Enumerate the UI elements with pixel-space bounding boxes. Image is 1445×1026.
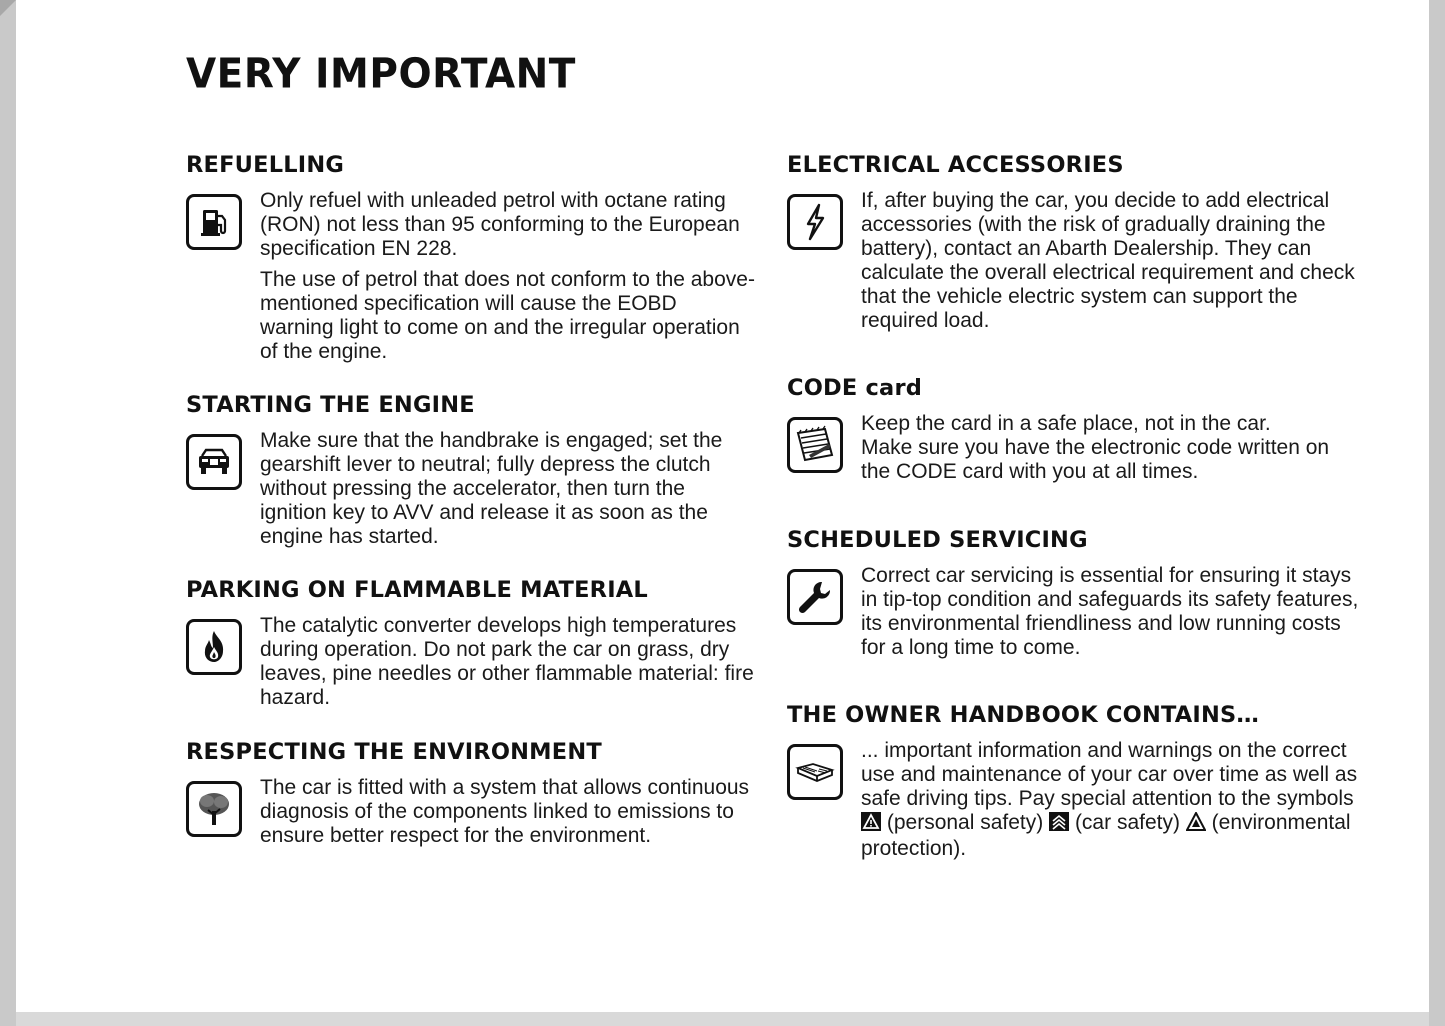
fuel-pump-icon (186, 194, 242, 250)
car-safety-label: (car safety) (1074, 811, 1180, 834)
section-heading: ELECTRICAL ACCESSORIES (787, 152, 1124, 178)
section-starting-engine (186, 392, 756, 549)
warning-triangle-icon (861, 812, 881, 837)
code-card-icon (787, 417, 843, 473)
flame-icon (186, 619, 242, 675)
section-text (260, 776, 756, 848)
section-heading: STARTING THE ENGINE (186, 392, 475, 418)
section-electrical-accessories (787, 152, 1359, 333)
page-edge-left (0, 0, 16, 1026)
section-heading: PARKING ON FLAMMABLE MATERIAL (186, 577, 648, 603)
page-edge-bottom (16, 1012, 1429, 1026)
personal-safety-label: (personal safety) (886, 811, 1044, 834)
section-refuelling (186, 152, 756, 364)
section-heading: THE OWNER HANDBOOK CONTAINS… (787, 702, 1260, 728)
lightning-icon (787, 194, 843, 250)
paragraph: Correct car servicing is essential for ensuring it stays in tip-top condition and safeguards its safety features, its environmental friendliness and low running costs for a long time to come. (861, 564, 1359, 659)
page-edge-right (1429, 0, 1445, 1026)
paragraph: The use of petrol that does not conform to the above-mentioned specification will cause the EOBD warning light to come on and the irregular operation of the engine. (260, 268, 755, 363)
section-heading: RESPECTING THE ENVIRONMENT (186, 739, 602, 765)
section-text (260, 614, 756, 710)
section-text (861, 412, 1359, 484)
section-parking-flammable (186, 577, 756, 710)
wrench-icon (787, 569, 843, 625)
section-heading: REFUELLING (186, 152, 345, 178)
car-safety-icon (1049, 812, 1069, 837)
environment-triangle-icon (1186, 812, 1206, 837)
section-text (861, 189, 1359, 333)
section-text (260, 189, 756, 364)
section-text (861, 564, 1359, 660)
section-environment (186, 739, 756, 848)
page-title: VERY IMPORTANT (186, 50, 576, 99)
paragraph: Make sure that the handbrake is engaged; set the gearshift lever to neutral; fully depress the clutch without pressing the accelerator, then turn the ignition key to AVV and release it as soon as the engine has started. (260, 429, 723, 548)
paragraph: The catalytic converter develops high temperatures during operation. Do not park the car on grass, dry leaves, pine needles or other flammable material: fire hazard. (260, 614, 754, 709)
car-front-icon (186, 434, 242, 490)
handbook-intro: ... important information and warnings on the correct use and maintenance of your car over time as well as safe driving tips. Pay special attention to the symbols (861, 739, 1358, 810)
paragraph: If, after buying the car, you decide to add electrical accessories (with the risk of gradually draining the battery), contact an Abarth Dealership. They can calculate the overall electrical requirement and check that the vehicle electric system can support the required load. (861, 189, 1355, 332)
section-text (260, 429, 756, 549)
section-heading: CODE card (787, 375, 923, 401)
section-owner-handbook (787, 702, 1359, 861)
paragraph (861, 739, 1359, 861)
section-heading: SCHEDULED SERVICING (787, 527, 1088, 553)
open-book-icon (787, 744, 843, 800)
section-scheduled-servicing (787, 527, 1359, 660)
paragraph: Make sure you have the electronic code written on the CODE card with you at all times. (861, 436, 1330, 483)
environmental-label: (environmental protection). (861, 811, 1351, 860)
paragraph: Keep the card in a safe place, not in the car. (861, 412, 1271, 435)
section-text (861, 739, 1359, 861)
paragraph: Only refuel with unleaded petrol with octane rating (RON) not less than 95 conforming to the European specification EN 228. (260, 189, 740, 260)
section-code-card (787, 375, 1359, 484)
paragraph: The car is fitted with a system that allows continuous diagnosis of the components linked to emissions to ensure better respect for the environment. (260, 776, 750, 847)
tree-icon (186, 781, 242, 837)
